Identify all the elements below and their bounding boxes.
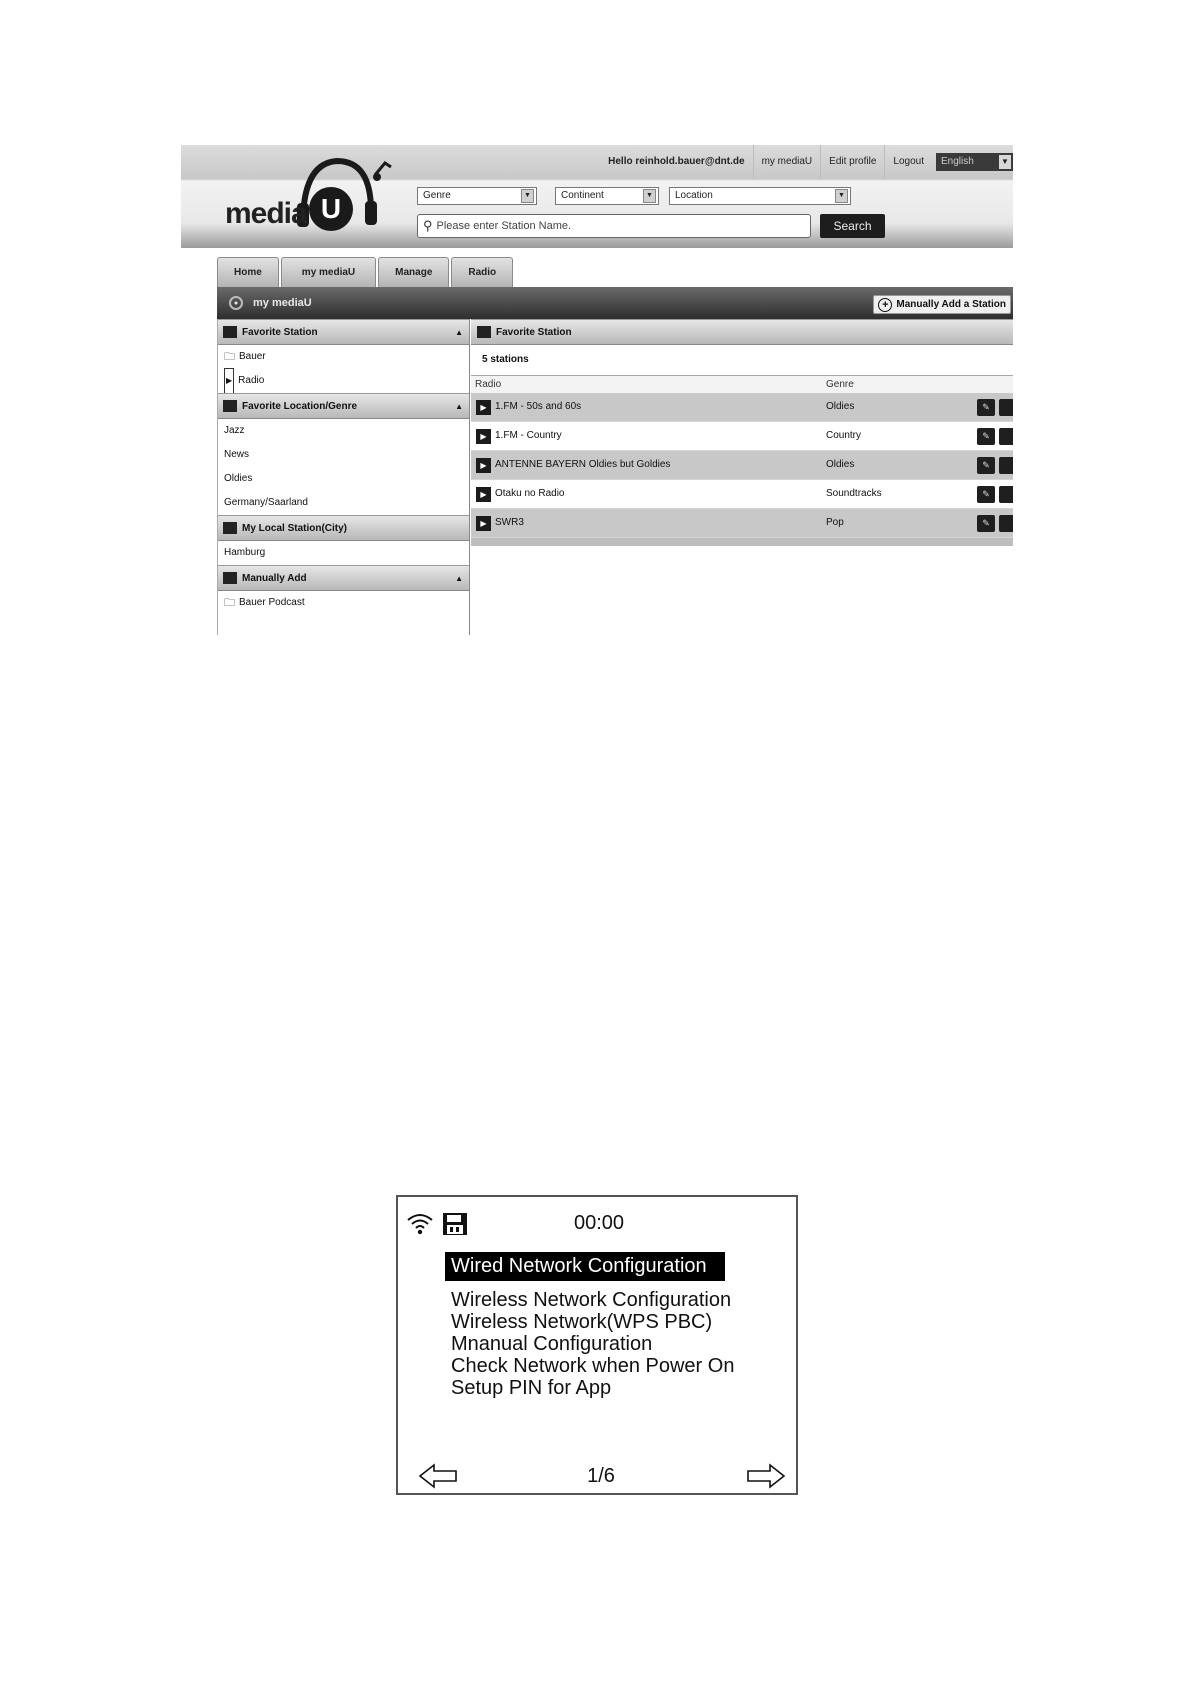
station-name: Otaku no Radio — [495, 488, 565, 499]
station-genre: Soundtracks — [826, 488, 882, 499]
clock: 00:00 — [573, 1212, 625, 1234]
sidebar — [217, 319, 470, 635]
manually-add-station-button[interactable] — [873, 295, 1011, 314]
edit-profile-link[interactable]: Edit profile — [820, 145, 884, 179]
tab-my-mediau[interactable]: my mediaU — [281, 257, 376, 287]
collapse-icon[interactable]: ▲ — [455, 574, 463, 583]
table-row[interactable] — [471, 451, 1013, 480]
continent-dropdown[interactable] — [555, 187, 659, 205]
user-bar — [600, 145, 1013, 179]
sidebar-section-favorite-station[interactable] — [218, 319, 469, 345]
delete-icon[interactable] — [999, 399, 1013, 416]
section-title: Favorite Station — [242, 326, 318, 338]
chevron-down-icon: ▼ — [835, 189, 848, 203]
edit-icon[interactable]: ✎ — [977, 428, 995, 445]
network-menu — [445, 1252, 734, 1399]
radio-icon — [223, 326, 237, 338]
table-row[interactable] — [471, 480, 1013, 509]
collapse-icon[interactable]: ▲ — [455, 328, 463, 337]
panel-title: my mediaU — [253, 297, 312, 309]
chevron-down-icon: ▼ — [643, 189, 656, 203]
sidebar-section-manually-add[interactable] — [218, 565, 469, 591]
menu-item-wps-pbc[interactable]: Wireless Network(WPS PBC) — [451, 1311, 713, 1333]
sidebar-item-radio[interactable] — [218, 369, 469, 393]
language-select[interactable] — [936, 153, 1013, 171]
table-row[interactable] — [471, 422, 1013, 451]
location-dropdown[interactable] — [669, 187, 851, 205]
location-icon — [223, 522, 237, 534]
sidebar-item-hamburg[interactable]: Hamburg — [224, 547, 266, 558]
delete-icon[interactable] — [999, 457, 1013, 474]
station-name: SWR3 — [495, 517, 524, 528]
radio-icon — [477, 326, 491, 338]
user-icon — [223, 572, 237, 584]
menu-item-check-network[interactable]: Check Network when Power On — [451, 1355, 735, 1377]
page-indicator: 1/6 — [587, 1465, 615, 1487]
column-header-genre: Genre — [826, 379, 854, 390]
main-title: Favorite Station — [496, 326, 572, 338]
language-value: English — [941, 156, 974, 167]
favorite-station-panel — [471, 319, 1013, 635]
sidebar-item-label: Radio — [238, 375, 265, 386]
play-icon[interactable]: ▶ — [476, 516, 491, 531]
sidebar-item-bauer[interactable] — [218, 345, 469, 369]
column-header-radio: Radio — [475, 379, 502, 390]
search-button[interactable]: Search — [820, 214, 885, 238]
menu-item-manual-configuration[interactable]: Mnanual Configuration — [451, 1333, 653, 1355]
menu-item-wired-network[interactable]: Wired Network Configuration — [445, 1252, 725, 1281]
search-placeholder: Please enter Station Name. — [436, 220, 572, 232]
sidebar-section-favorite-location-genre[interactable] — [218, 393, 469, 419]
play-icon[interactable]: ▶ — [476, 487, 491, 502]
tab-manage[interactable]: Manage — [378, 257, 449, 287]
play-icon: ▶ — [224, 368, 234, 394]
delete-icon[interactable] — [999, 486, 1013, 503]
folder-icon: 🗀 — [224, 351, 235, 363]
mediau-web-page — [181, 145, 1013, 635]
nav-tabs — [217, 257, 515, 287]
header-bar — [181, 145, 1013, 248]
station-genre: Oldies — [826, 459, 855, 470]
station-genre: Country — [826, 430, 862, 441]
logo-text: media — [225, 197, 307, 230]
section-title: My Local Station(City) — [242, 522, 348, 534]
collapse-icon[interactable]: ▲ — [455, 402, 463, 411]
edit-icon[interactable]: ✎ — [977, 486, 995, 503]
arrow-right-icon[interactable] — [744, 1463, 786, 1489]
genre-dropdown-label: Genre — [423, 190, 451, 201]
table-header — [471, 375, 1013, 393]
play-icon[interactable]: ▶ — [476, 429, 491, 444]
logout-link[interactable]: Logout — [884, 145, 932, 179]
section-title: Manually Add — [242, 572, 307, 584]
folder-icon: 🗀 — [224, 597, 235, 609]
menu-item-wireless-network[interactable]: Wireless Network Configuration — [451, 1289, 732, 1311]
edit-icon[interactable]: ✎ — [977, 399, 995, 416]
sidebar-item-germany-saarland[interactable]: Germany/Saarland — [224, 497, 308, 508]
my-mediau-link[interactable]: my mediaU — [753, 145, 821, 179]
panel-title-bar — [217, 287, 1013, 319]
chevron-down-icon: ▼ — [521, 189, 534, 203]
sidebar-item-oldies[interactable]: Oldies — [224, 473, 253, 484]
circle-icon: ● — [229, 296, 243, 310]
main-section-header — [471, 319, 1013, 345]
edit-icon[interactable]: ✎ — [977, 515, 995, 532]
table-row[interactable] — [471, 509, 1013, 538]
sidebar-item-label: Bauer Podcast — [239, 597, 305, 608]
chevron-down-icon: ▼ — [999, 155, 1011, 169]
sidebar-item-bauer-podcast[interactable] — [218, 591, 469, 615]
sidebar-section-local-station[interactable] — [218, 515, 469, 541]
station-genre: Oldies — [826, 401, 855, 412]
sidebar-item-news[interactable]: News — [224, 449, 250, 460]
logo-letter: U — [309, 187, 353, 231]
station-name: ANTENNE BAYERN Oldies but Goldies — [495, 459, 671, 470]
tab-home[interactable]: Home — [217, 257, 279, 287]
station-genre: Pop — [826, 517, 844, 528]
delete-icon[interactable] — [999, 515, 1013, 532]
tab-radio[interactable]: Radio — [451, 257, 513, 287]
table-footer-bar — [471, 538, 1013, 546]
device-screen — [396, 1195, 798, 1495]
add-station-label: Manually Add a Station — [896, 299, 1006, 310]
continent-dropdown-label: Continent — [561, 190, 604, 201]
station-name: 1.FM - 50s and 60s — [495, 401, 582, 412]
table-row[interactable] — [471, 393, 1013, 422]
station-count: 5 stations — [482, 354, 529, 365]
section-title: Favorite Location/Genre — [242, 400, 358, 412]
greeting-text: Hello reinhold.bauer@dnt.de — [608, 156, 745, 167]
play-icon[interactable]: ▶ — [476, 458, 491, 473]
globe-icon — [223, 400, 237, 412]
mediau-logo — [225, 155, 395, 240]
station-search-input[interactable] — [417, 214, 811, 238]
delete-icon[interactable] — [999, 428, 1013, 445]
menu-item-setup-pin[interactable]: Setup PIN for App — [451, 1377, 612, 1399]
sidebar-item-jazz[interactable]: Jazz — [224, 425, 245, 436]
location-dropdown-label: Location — [675, 190, 713, 201]
plus-icon: + — [878, 298, 892, 312]
station-name: 1.FM - Country — [495, 430, 562, 441]
play-icon[interactable]: ▶ — [476, 400, 491, 415]
search-icon: ⚲ — [423, 218, 433, 233]
genre-dropdown[interactable] — [417, 187, 537, 205]
edit-icon[interactable]: ✎ — [977, 457, 995, 474]
sidebar-item-label: Bauer — [239, 351, 266, 362]
